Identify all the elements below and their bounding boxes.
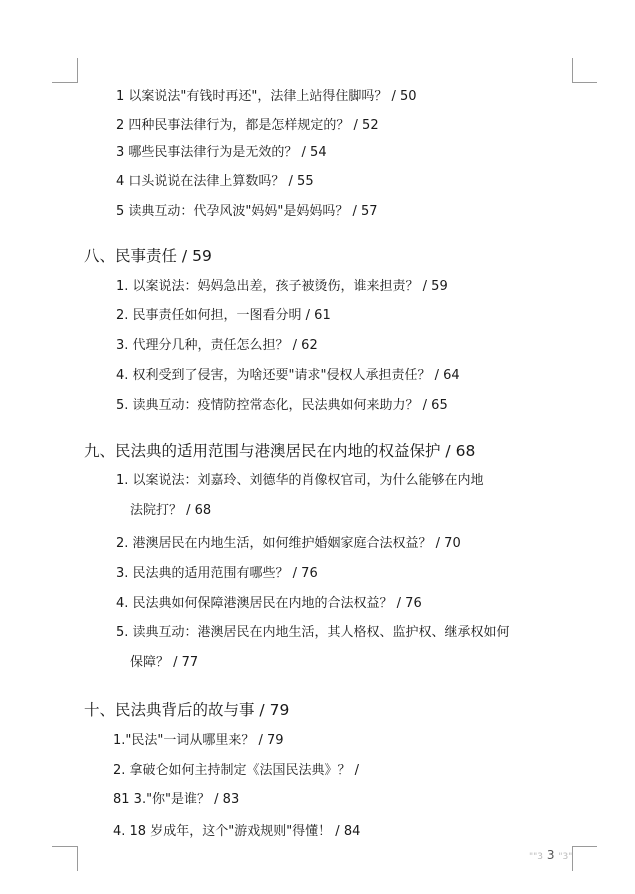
toc-item: 4 口头说说在法律上算数吗？ / 55 [116, 174, 314, 189]
toc-item: 2 四种民事法律行为，都是怎样规定的？ / 52 [116, 118, 379, 133]
toc-item: 3 哪些民事法律行为是无效的？ / 54 [116, 145, 327, 160]
toc-item: 5. 读典互动：港澳居民在内地生活，其人格权、监护权、继承权如何 [116, 625, 510, 640]
toc-item: 1. 以案说法：妈妈急出差，孩子被烫伤，谁来担责？ / 59 [116, 279, 448, 294]
crop-mark-top-left-v [77, 58, 78, 83]
toc-item: 2. 拿破仑如何主持制定《法国民法典》？ / [113, 763, 360, 778]
toc-item-continuation: 保障？ / 77 [130, 655, 199, 670]
crop-mark-top-right-h [572, 82, 597, 83]
section-heading-8: 八、民事责任 / 59 [84, 247, 212, 265]
page-number-value: 3 [546, 848, 555, 862]
page-number-left-mark: ""3 [529, 852, 544, 862]
section-heading-9: 九、民法典的适用范围与港澳居民在内地的权益保护 / 68 [84, 442, 476, 460]
crop-mark-bottom-left-v [77, 846, 78, 871]
crop-mark-top-right-v [572, 58, 573, 83]
page-number-right-mark: "3" [558, 852, 573, 862]
crop-mark-top-left-h [52, 82, 77, 83]
toc-item: 4. 民法典如何保障港澳居民在内地的合法权益？ / 76 [116, 596, 422, 611]
toc-item: 3. 民法典的适用范围有哪些？ / 76 [116, 566, 318, 581]
toc-item: 2. 港澳居民在内地生活，如何维护婚姻家庭合法权益？ / 70 [116, 536, 461, 551]
toc-item: 5 读典互动：代孕风波"妈妈"是妈妈吗？ / 57 [116, 204, 378, 219]
toc-item-continuation: 法院打？ / 68 [130, 503, 212, 518]
page-number [529, 848, 572, 862]
toc-item: 5. 读典互动：疫情防控常态化，民法典如何来助力？ / 65 [116, 398, 448, 413]
toc-item: 4. 18 岁成年，这个"游戏规则"得懂！ / 84 [113, 824, 361, 839]
toc-item: 81 3."你"是谁？ / 83 [113, 792, 240, 807]
toc-item: 2. 民事责任如何担，一图看分明 / 61 [116, 308, 331, 323]
crop-mark-bottom-right-h [572, 846, 597, 847]
crop-mark-bottom-left-h [52, 846, 77, 847]
toc-item: 1 以案说法"有钱时再还"，法律上站得住脚吗？ / 50 [116, 89, 417, 104]
toc-item: 1. 以案说法：刘嘉玲、刘德华的肖像权官司，为什么能够在内地 [116, 473, 484, 488]
toc-item: 1."民法"一词从哪里来？ / 79 [113, 733, 284, 748]
toc-item: 3. 代理分几种，责任怎么担？ / 62 [116, 338, 318, 353]
section-heading-10: 十、民法典背后的故与事 / 79 [84, 701, 290, 719]
toc-item: 4. 权利受到了侵害，为啥还要"请求"侵权人承担责任？ / 64 [116, 368, 460, 383]
